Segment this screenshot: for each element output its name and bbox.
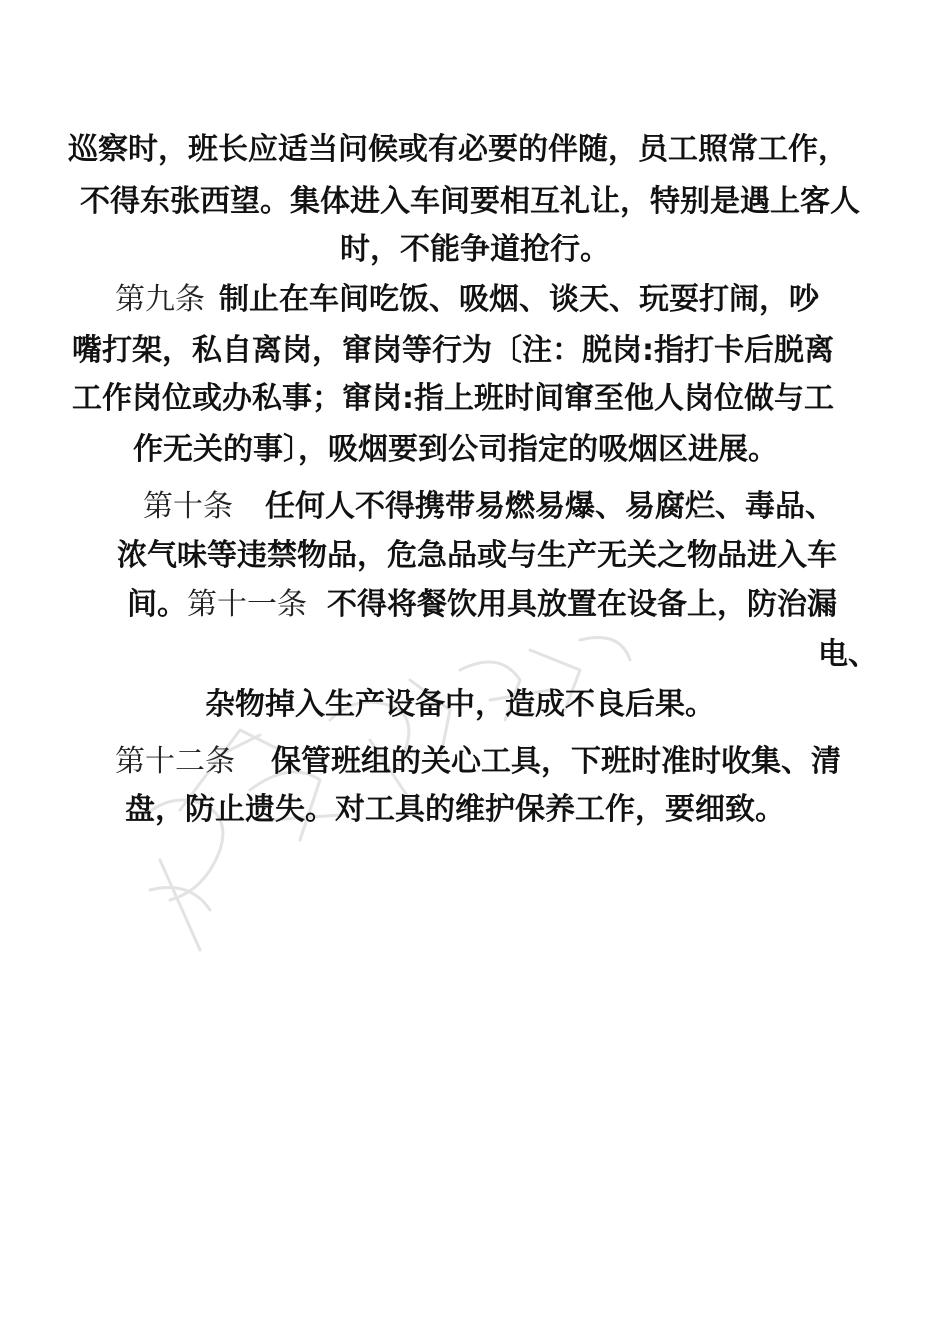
article-12-line [115, 740, 841, 784]
article-heading: 第九条 [115, 282, 205, 317]
line-text: 盘，防止遗失。对工具的维护保养工作，要细致。 [125, 792, 785, 827]
paragraph-line [818, 633, 878, 677]
article-heading: 第十条 [143, 489, 233, 524]
line-text: 杂物掉入生产设备中，造成不良后果。 [205, 687, 715, 722]
paragraph-line [125, 788, 785, 832]
line-text: 不得东张西望。集体进入车间要相互礼让，特别是遇上客人 [80, 184, 860, 219]
line-text: 保管班组的关心工具，下班时准时收集、清 [271, 744, 841, 779]
paragraph-line [117, 534, 837, 578]
paragraph-line [80, 180, 860, 224]
article-heading: 第十二条 [115, 744, 235, 779]
paragraph-line [205, 683, 715, 727]
paragraph-line [72, 329, 834, 373]
paragraph-line [133, 428, 778, 472]
paragraph-line [340, 228, 610, 272]
paragraph-line [72, 377, 834, 421]
line-text: 时，不能争道抢行。 [340, 232, 610, 267]
line-text: 嘴打架，私自离岗，窜岗等行为〔注：脱岗:指打卡后脱离 [72, 333, 834, 368]
article-10-line [143, 485, 835, 529]
line-text: 任何人不得携带易燃易爆、易腐烂、毒品、 [265, 489, 835, 524]
paragraph-line [68, 128, 848, 172]
line-text: 电、 [818, 637, 878, 672]
article-9-line [115, 278, 819, 322]
line-prefix: 间。 [127, 587, 187, 622]
article-heading: 第十一条 [187, 587, 307, 622]
article-11-line [127, 583, 837, 627]
line-text: 作无关的事〕，吸烟要到公司指定的吸烟区进展。 [133, 432, 778, 467]
line-text: 巡察时，班长应适当问候或有必要的伴随，员工照常工作， [68, 132, 848, 167]
line-text: 工作岗位或办私事；窜岗:指上班时间窜至他人岗位做与工 [72, 381, 834, 416]
line-text: 浓气味等违禁物品，危急品或与生产无关之物品进入车 [117, 538, 837, 573]
line-text: 不得将餐饮用具放置在设备上，防治漏 [327, 587, 837, 622]
line-text: 制止在车间吃饭、吸烟、谈天、玩耍打闹，吵 [219, 282, 819, 317]
